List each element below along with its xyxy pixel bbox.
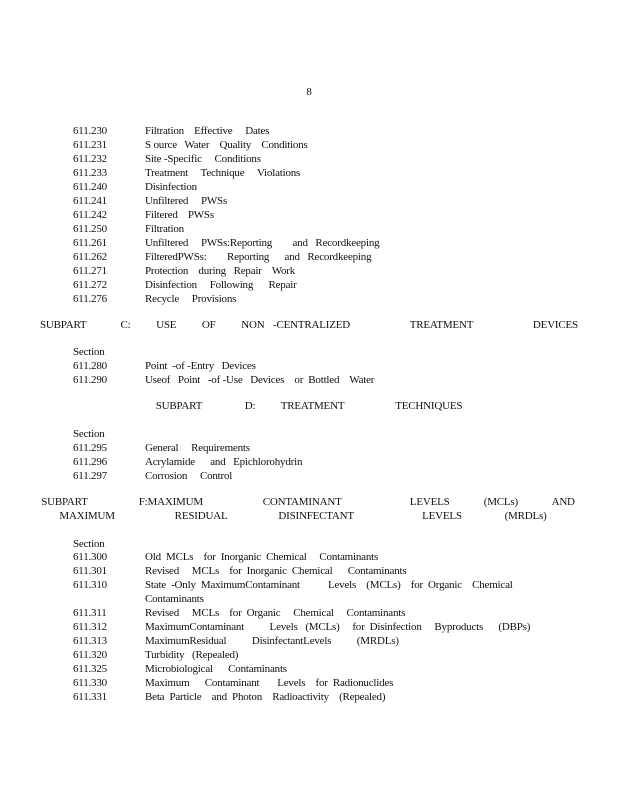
section-number: 611.231 <box>73 139 107 151</box>
section-title: Maximum Contaminant Levels for Radionuclides <box>145 677 394 689</box>
section-title: Contaminants <box>145 593 204 605</box>
section-number: 611.331 <box>73 691 107 703</box>
section-number: 611.330 <box>73 677 107 689</box>
subpart-d-heading: SUBPART D: TREATMENT TECHNIQUES <box>155 400 463 412</box>
section-title: Site -Specific Conditions <box>145 153 261 165</box>
section-number: 611.262 <box>73 251 107 263</box>
section-number: 611.325 <box>73 663 107 675</box>
section-title: Point -of -Entry Devices <box>145 360 256 372</box>
section-title: S ource Water Quality Conditions <box>145 139 308 151</box>
section-title: Microbiological Contaminants <box>145 663 287 675</box>
section-label: Section <box>73 346 105 358</box>
section-title: Revised MCLs for Inorganic Chemical Contaminants <box>145 565 407 577</box>
subpart-f-heading-line2: MAXIMUM RESIDUAL DISINFECTANT LEVELS (MRDLs) <box>59 510 547 522</box>
section-title: Protection during Repair Work <box>145 265 296 277</box>
section-number: 611.250 <box>73 223 107 235</box>
section-title: Unfiltered PWSs <box>145 195 228 207</box>
page-number: 8 <box>306 86 312 98</box>
section-title: Filtered PWSs <box>145 209 214 221</box>
section-title: Revised MCLs for Organic Chemical Contaminants <box>145 607 406 619</box>
section-number: 611.290 <box>73 374 107 386</box>
section-title: Old MCLs for Inorganic Chemical Contaminants <box>145 551 379 563</box>
section-number: 611.242 <box>73 209 107 221</box>
section-title: MaximumResidual DisinfectantLevels (MRDLs) <box>145 635 399 647</box>
section-title: Turbidity (Repealed) <box>145 649 239 661</box>
section-number: 611.230 <box>73 125 107 137</box>
section-number: 611.297 <box>73 470 107 482</box>
section-number: 611.311 <box>73 607 107 619</box>
section-number: 611.300 <box>73 551 107 563</box>
section-number: 611.295 <box>73 442 107 454</box>
subpart-f-heading-line1: SUBPART F:MAXIMUM CONTAMINANT LEVELS (MCLs) AND <box>41 496 575 508</box>
section-title: Corrosion Control <box>145 470 233 482</box>
section-title: Disinfection Following Repair <box>145 279 297 291</box>
section-number: 611.232 <box>73 153 107 165</box>
section-number: 611.240 <box>73 181 107 193</box>
section-number: 611.301 <box>73 565 107 577</box>
section-number: 611.312 <box>73 621 107 633</box>
section-title: Treatment Technique Violations <box>145 167 301 179</box>
section-title: Unfiltered PWSs:Reporting and Recordkeeping <box>145 237 380 249</box>
section-title: MaximumContaminant Levels (MCLs) for Disinfection Byproducts (DBPs) <box>145 621 531 633</box>
section-title: Disinfection <box>145 181 197 193</box>
section-title: Filtration Effective Dates <box>145 125 270 137</box>
section-title: General Requirements <box>145 442 250 454</box>
section-number: 611.313 <box>73 635 107 647</box>
section-number: 611.233 <box>73 167 107 179</box>
section-label: Section <box>73 538 105 550</box>
section-number: 611.241 <box>73 195 107 207</box>
section-title: FilteredPWSs: Reporting and Recordkeeping <box>145 251 372 263</box>
section-number: 611.320 <box>73 649 107 661</box>
section-number: 611.296 <box>73 456 107 468</box>
section-title: Useof Point -of -Use Devices or Bottled Water <box>145 374 375 386</box>
subpart-c-heading: SUBPART C: USE OF NON -CENTRALIZED TREATMENT DEVICES <box>40 319 578 331</box>
section-title: Acrylamide and Epichlorohydrin <box>145 456 303 468</box>
section-title: Filtration <box>145 223 184 235</box>
section-number: 611.276 <box>73 293 107 305</box>
section-title: Recycle Provisions <box>145 293 237 305</box>
section-number: 611.272 <box>73 279 107 291</box>
section-number: 611.261 <box>73 237 107 249</box>
section-label: Section <box>73 428 105 440</box>
section-number: 611.310 <box>73 579 107 591</box>
section-number: 611.271 <box>73 265 107 277</box>
section-title: State -Only MaximumContaminant Levels (MCLs) for Organic Chemical <box>145 579 513 591</box>
section-number: 611.280 <box>73 360 107 372</box>
section-title: Beta Particle and Photon Radioactivity (Repealed) <box>145 691 386 703</box>
